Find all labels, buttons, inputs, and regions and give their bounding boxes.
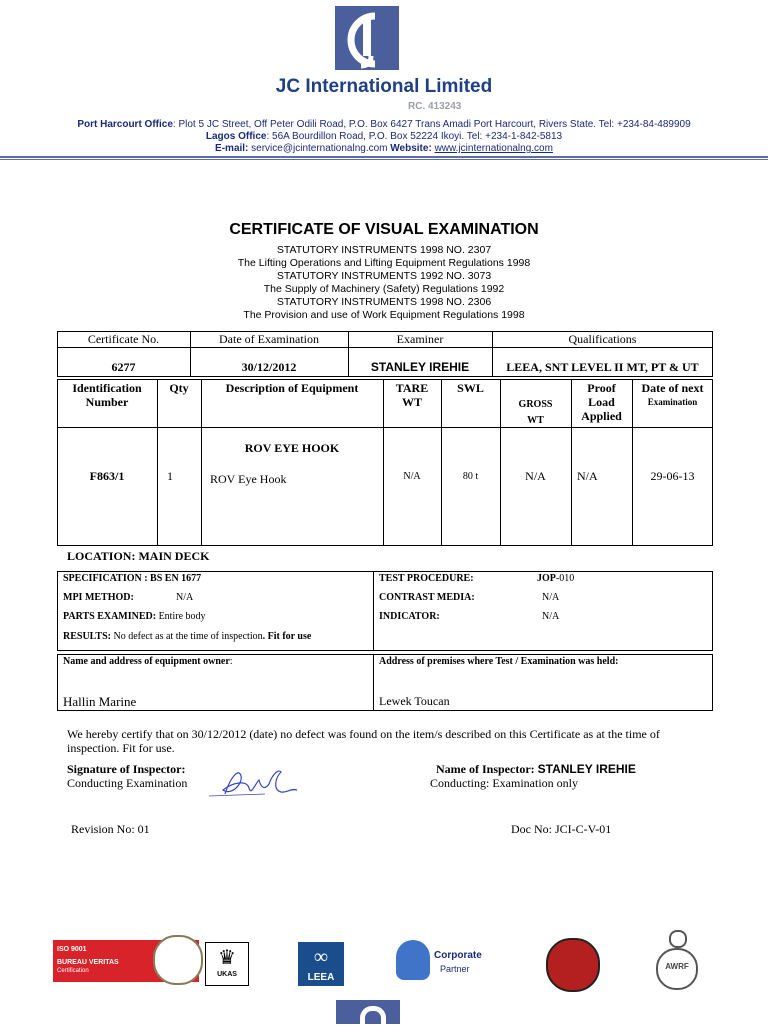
ukas-badge: ♛ UKAS <box>205 942 249 986</box>
inspector-name-line: Name of Inspector: STANLEY IREHIE <box>436 762 636 776</box>
email-label: E-mail: <box>215 143 249 154</box>
col-header-next-exam: Date of next Examination <box>641 381 704 407</box>
bureau-veritas-badge: ISO 9001 BUREAU VERITAS Certification <box>53 940 199 982</box>
inspector-name: STANLEY IREHIE <box>537 762 636 776</box>
equipment-next-exam-date: 29-06-13 <box>650 469 695 483</box>
col-header-description: Description of Equipment <box>225 381 359 395</box>
col-header-proof-load: Proof Load Applied <box>581 381 622 423</box>
certificate-title: CERTIFICATE OF VISUAL EXAMINATION <box>229 221 539 238</box>
document-number: Doc No: JCI-C-V-01 <box>511 822 612 836</box>
equipment-proof-load: N/A <box>577 469 598 483</box>
certification-statement: We hereby certify that on 30/12/2012 (date) no defect was found on the item/s described on this Certificate as at the time of inspection. Fit for use. <box>67 727 660 755</box>
certificate-number: 6277 <box>111 360 136 374</box>
header-divider-thin <box>0 159 768 160</box>
certificate-info-table <box>57 331 713 377</box>
regulation-line: STATUTORY INSTRUMENTS 1992 NO. 3073 <box>276 270 492 282</box>
col-header-tare-wt: TARE WT <box>395 381 429 409</box>
equipment-tare-wt: N/A <box>403 471 421 482</box>
inspector-signature <box>205 760 305 802</box>
indicator-value: N/A <box>542 611 560 622</box>
equipment-gross-wt: N/A <box>525 469 546 483</box>
contrast-media-label: CONTRAST MEDIA: <box>379 592 475 603</box>
inspector-conducting: Conducting: Examination only <box>430 776 578 790</box>
port-harcourt-label: Port Harcourt Office <box>77 119 173 130</box>
company-logo <box>335 6 399 70</box>
signature-sub: Conducting Examination <box>67 776 188 790</box>
owner-label: Name and address of equipment owner: <box>63 656 233 667</box>
test-procedure-label: TEST PROCEDURE: <box>379 573 474 584</box>
rc-number: RC. 413243 <box>408 101 462 112</box>
awrf-badge: AWRF <box>654 930 700 988</box>
equipment-title: ROV EYE HOOK <box>244 441 340 455</box>
regulation-line: STATUTORY INSTRUMENTS 1998 NO. 2306 <box>276 296 492 308</box>
examiner-name: STANLEY IREHIE <box>370 360 470 374</box>
email-value[interactable]: service@jcinternationalng.com <box>248 143 391 154</box>
specification: SPECIFICATION : BS EN 1677 <box>63 573 202 584</box>
header-divider <box>0 156 768 158</box>
equipment-qty: 1 <box>167 469 173 483</box>
revision-number: Revision No: 01 <box>71 822 150 836</box>
examiner-qualifications: LEEA, SNT LEVEL II MT, PT & UT <box>506 360 699 374</box>
footer-logo <box>336 1000 400 1024</box>
company-name: JC International Limited <box>275 76 493 97</box>
contrast-media-value: N/A <box>542 592 560 603</box>
examination-date: 30/12/2012 <box>241 360 297 374</box>
location: LOCATION: MAIN DECK <box>67 549 210 563</box>
mpi-method-label: MPI METHOD: <box>63 592 134 603</box>
lagos-address-line <box>0 131 768 142</box>
asnt-corporate-partner-badge: Corporate Partner <box>396 938 486 984</box>
col-header-date: Date of Examination <box>219 332 319 346</box>
lagos-label: Lagos Office <box>205 131 267 142</box>
regulation-line: The Supply of Machinery (Safety) Regulations 1992 <box>263 283 505 295</box>
premises-label: Address of premises where Test / Examination was held: <box>379 656 619 667</box>
parts-examined: PARTS EXAMINED: Entire body <box>63 611 206 622</box>
col-header-qualifications: Qualifications <box>568 332 637 346</box>
equipment-swl: 80 t <box>462 471 479 482</box>
owner-value: Hallin Marine <box>63 694 137 709</box>
col-header-examiner: Examiner <box>396 332 444 346</box>
col-header-gross-wt: GROSS WT <box>518 399 553 426</box>
port-harcourt-address-line <box>0 119 768 130</box>
regulation-line: The Provision and use of Work Equipment Regulations 1998 <box>243 309 525 321</box>
results: RESULTS: No defect as at the time of inspection. Fit for use <box>63 631 312 642</box>
col-header-swl: SWL <box>457 381 484 395</box>
website-label: Website: <box>390 143 432 154</box>
col-header-identification: Identification Number <box>72 381 142 409</box>
leea-badge: ∞ LEEA <box>298 942 344 986</box>
test-procedure-value: JOP-010 <box>537 573 575 584</box>
col-header-qty: Qty <box>169 381 189 395</box>
lagos-address: : 56A Bourdillon Road, P.O. Box 52224 Ikoyi. Tel: +234-1-842-5813 <box>266 131 563 142</box>
indicator-label: INDICATOR: <box>379 611 440 622</box>
port-harcourt-address: : Plot 5 JC Street, Off Peter Odili Road, P.O. Box 6427 Trans Amadi Port Harcourt, Rivers State. Tel: +234-84-489909 <box>172 119 691 130</box>
equipment-table <box>57 379 713 546</box>
regulation-line: STATUTORY INSTRUMENTS 1998 NO. 2307 <box>276 244 492 256</box>
association-seal-badge <box>546 938 600 992</box>
website-link[interactable]: www.jcinternationalng.com <box>434 143 553 154</box>
premises-value: Lewek Toucan <box>379 694 450 708</box>
contact-line <box>0 143 768 154</box>
mpi-method-value: N/A <box>176 592 194 603</box>
col-header-certificate-no: Certificate No. <box>87 332 160 346</box>
equipment-id: F863/1 <box>89 469 125 483</box>
signature-label: Signature of Inspector: <box>67 762 186 776</box>
regulation-line: The Lifting Operations and Lifting Equipment Regulations 1998 <box>237 257 531 269</box>
equipment-description: ROV Eye Hook <box>210 472 287 486</box>
